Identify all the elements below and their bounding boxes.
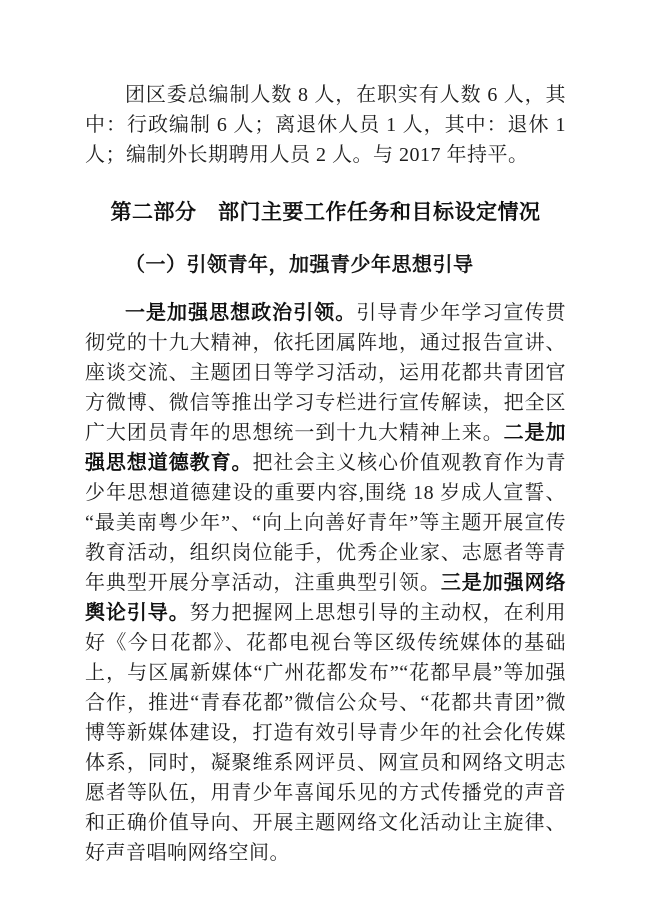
work-tasks-paragraph xyxy=(85,298,566,868)
section-heading: 第二部分 部门主要工作任务和目标设定情况 xyxy=(110,201,541,224)
point2-text: 把社会主义核心价值观教育作为青少年思想道德建设的重要内容,围绕 18 岁成人宣誓、“最美南粤少年”、“向上向善好青年”等主题开展宣传教育活动，组织岗位能手，优秀企业家、志愿者等青年典型开展分享活动，注重典型引领。 xyxy=(85,452,567,594)
staffing-paragraph: 团区委总编制人数 8 人，在职实有人数 6 人，其中：行政编制 6 人；离退休人员 1 人，其中：退休 1 人；编制外长期聘用人员 2 人。与 2017 年持平。 xyxy=(85,84,566,166)
point3-label: 三是加强网络舆论引导。 xyxy=(85,572,567,624)
point3-text: 努力把握网上思想引导的主动权，在利用好《今日花都》、花都电视台等区级传统媒体的基础上，与区属新媒体“广州花都发布”“花都早晨”等加强合作，推进“青春花都”微信公众号、“花都共青团”微博等新媒体建设，打造有效引导青少年的社会化传媒体系，同时，凝聚维系网评员、网宣员和网络文明志愿者等队伍，用青少年喜闻乐见的方式传播党的声音和正确价值导向、开展主题网络文化活动让主旋律、好声音唱响网络空间。 xyxy=(85,602,567,864)
point2-label: 二是加强思想道德教育。 xyxy=(85,422,567,474)
point1-text: 引导青少年学习宣传贯彻党的十九大精神，依托团属阵地，通过报告宣讲、座谈交流、主题团日等学习活动，运用花都共青团官方微博、微信等推出学习专栏进行宣传解读，把全区广大团员青年的思想统一到十九大精神上来。 xyxy=(85,302,567,444)
subsection-heading: （一）引领青年，加强青少年思想引导 xyxy=(125,254,474,276)
point1-label: 一是加强思想政治引领。 xyxy=(125,302,357,324)
